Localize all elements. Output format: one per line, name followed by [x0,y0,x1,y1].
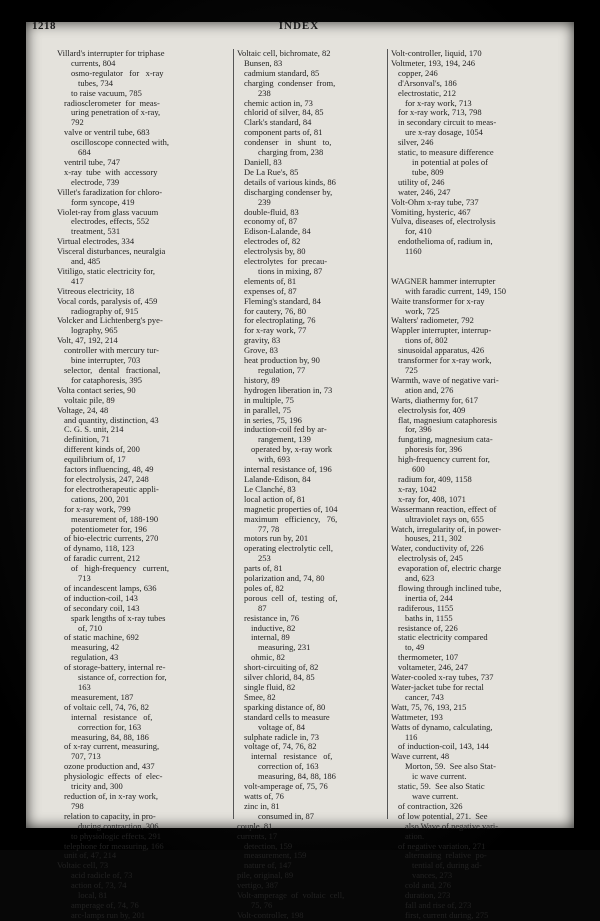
index-entry: alternating relative po- [405,850,487,861]
index-entry: Volt-controller, 198 [237,909,304,920]
index-entry: spark lengths of x-ray tubes [71,612,166,623]
index-entry: internal, 89 [251,632,290,643]
index-entry: different kinds of, 200 [64,444,140,455]
index-entry: Water-jacket tube for rectal [391,682,484,692]
index-entry: pile, original, 89 [237,870,294,881]
index-entry: Clark's standard, 84 [244,117,312,128]
index-entry: Vomiting, hysteric, 467 [391,206,471,217]
index-entry: ohmic, 82 [251,652,285,663]
index-spacer [391,257,569,267]
index-entry: heat production by, 90 [244,355,320,366]
index-entry: in multiple, 75 [244,394,294,405]
index-entry: internal resistance of, [71,711,153,722]
index-entry: electrodes of, 82 [244,236,301,247]
index-entry: electrolysis by, 80 [244,246,306,257]
index-entry: Voltmeter, 193, 194, 246 [391,57,476,68]
index-entry: component parts of, 81 [244,127,323,138]
index-entry: unit of, 47, 214 [64,850,117,861]
index-entry: silver, 246 [398,137,434,148]
index-entry: bine interrupter, 703 [71,355,141,366]
index-entry: of secondary coil, 143 [64,602,140,613]
index-entry: Villet's faradization for chloro- [57,186,163,197]
index-entry: 116 [405,731,418,742]
index-entry: static, to measure difference [398,147,494,158]
index-entry: 707, 713 [71,751,101,762]
index-entry: houses, 211, 302 [405,533,462,544]
index-entry: voltage of, 74, 76, 82 [244,741,317,752]
index-entry: electrodes, effects, 552 [71,216,150,227]
index-entry: short-circuiting of, 82 [244,662,319,673]
index-entry: transformer for x-ray work, [398,355,492,366]
index-entry: discharging condenser by, [244,186,333,197]
index-entry: for, 410 [405,226,432,237]
index-entry: charging condenser from, [244,77,336,88]
index-entry: relation to capacity, in pro- [64,810,156,821]
index-entry: condenser in shunt to, [244,137,332,148]
index-entry: of static machine, 692 [64,632,140,643]
index-entry: ation and, 276 [405,384,454,395]
index-entry: Daniell, 83 [244,156,282,167]
index-entry: endothelioma of, radium in, [398,236,493,247]
index-entry: for x-ray work, 799 [64,503,131,514]
index-entry: elements of, 81 [244,275,297,286]
index-entry: details of various kinds, 86 [244,176,336,187]
index-entry: and, 623 [405,573,435,584]
index-entry: correction of, 163 [258,761,319,772]
index-entry: high-frequency current for, [398,454,490,465]
index-entry: for electroplating, 76 [244,315,316,326]
index-entry: Wassermann reaction, effect of [391,503,497,514]
index-entry: osmo-regulator for x-ray [71,67,164,78]
index-entry: C. G. S. unit, 214 [64,424,124,435]
index-entry: cancer, 743 [405,691,444,702]
index-entry: for cataphoresis, 395 [71,374,143,385]
index-entry: reduction of, in x-ray work, [64,790,158,801]
column-divider [387,49,388,819]
index-entry: flat, magnesium cataphoresis [398,414,497,425]
index-entry: porous cell of, testing of, [244,592,338,603]
index-entry: first, current during, 275 [405,909,489,920]
index-entry: radiferous, 1155 [398,602,454,613]
index-entry: in series, 75, 196 [244,414,302,425]
index-entry: volt-amperage of, 75, 76 [244,781,328,792]
index-entry: 253 [258,553,271,564]
index-entry: equilibrium of, 17 [64,454,126,465]
index-entry: radiography of, 915 [71,305,139,316]
index-entry: x-ray tube with accessory [64,166,158,177]
index-entry: ultraviolet rays on, 655 [405,513,484,524]
index-entry: electrolysis of, 245 [398,553,463,564]
index-entry: watts of, 76 [244,790,284,801]
index-entry: local, 81 [78,890,108,901]
index-entry: measurement, 159 [244,850,307,861]
index-entry: action of, 73, 74 [71,880,127,891]
index-entry: of voltaic cell, 74, 76, 82 [64,701,149,712]
index-entry: parts of, 81 [244,563,283,574]
index-entry: ure x-ray dosage, 1054 [405,127,483,138]
index-entry: work, 725 [405,305,440,316]
index-entry: electrode, 739 [71,176,120,187]
index-entry: uring penetration of x-ray, [71,107,161,118]
index-entry: d'Arsonval's, 186 [398,77,457,88]
index-entry: Volcker and Lichtenberg's pye- [57,315,163,326]
index-entry: of low potential, 271. See [398,810,488,821]
index-entry: evaporation of, electric charge [398,563,502,574]
index-entry: Watt, 75, 76, 193, 215 [391,701,467,712]
page-header [32,20,566,34]
index-entry: thermometer, 107 [398,652,459,663]
index-entry: Warmth, wave of negative vari- [391,374,499,385]
index-entry: charging from, 238 [258,147,324,158]
index-entry: currents, 17 [237,830,278,841]
index-entry: Morton, 59. See also Stat- [405,761,496,772]
index-entry: Water-cooled x-ray tubes, 737 [391,672,494,683]
index-entry: 87 [258,602,267,613]
index-entry: measuring, 231 [258,642,311,653]
index-entry: 684 [78,147,91,158]
index-entry: Visceral disturbances, neuralgia [57,246,166,257]
index-entry: De La Rue's, 85 [244,166,299,177]
index-entry: Watts of dynamo, calculating, [391,721,493,732]
index-entry: Volt-controller, liquid, 170 [391,48,482,58]
index-entry: Voltage, 24, 48 [57,404,109,415]
index-entry: zinc in, 81 [244,800,280,811]
index-entry: inductive, 82 [251,622,296,633]
index-entry: internal resistance of, 196 [244,464,332,475]
index-entry: sparking distance of, 80 [244,701,326,712]
index-entry: Edison-Lalande, 84 [244,226,311,237]
index-entry: sulphate radicle in, 73 [244,731,320,742]
index-entry: wave current. [412,790,459,801]
index-entry: of dynamo, 118, 123 [64,543,135,554]
index-entry: voltage of, 84 [258,721,305,732]
index-entry: of high-frequency current, [71,563,169,574]
index-entry: of contraction, 326 [398,800,463,811]
index-entry: chlorid of silver, 84, 85 [244,107,324,118]
index-entry: 163 [78,682,91,692]
index-entry: maximum efficiency, 76, [244,513,338,524]
index-entry: voltaic pile, 89 [64,394,115,405]
index-entry: of storage-battery, internal re- [64,662,166,673]
index-entry: Voltaic cell, bichromate, 82 [237,48,331,58]
index-entry: Villard's interrupter for triphase [57,48,165,58]
index-entry: regulation, 77 [258,365,306,375]
index-entry: selector, dental fractional, [64,365,161,375]
index-entry: telephone for measuring, 166 [64,840,164,851]
index-entry: Vulva, diseases of, electrolysis [391,216,496,227]
index-entry: to raise vacuum, 785 [71,87,142,98]
index-entry: tube, 809 [412,166,444,177]
index-entry: of bio-electric currents, 270 [64,533,159,544]
index-entry: electrolysis for, 409 [398,404,466,415]
index-entry: potentiometer for, 196 [71,523,147,534]
index-entry: in parallel, 75 [244,404,291,415]
index-entry: Vitiligo, static electricity for, [57,265,156,276]
index-entry: duration, 273 [405,890,451,901]
index-entry: of incandescent lamps, 636 [64,582,157,593]
book-page [26,20,574,920]
index-entry: ozone production and, 437 [64,761,155,772]
index-entry: Volt-Ohm x-ray tube, 737 [391,196,479,207]
index-entry: induction-coil fed by ar- [244,424,327,435]
index-entry: sistance of, correction for, [78,672,167,683]
index-entry: Smee, 82 [244,691,276,702]
index-entry: measuring, 42 [71,642,120,653]
index-entry: 1160 [405,246,422,257]
index-entry: lography, 965 [71,325,118,336]
index-entry: vances, 273 [412,870,453,881]
index-entry: in secondary circuit to meas- [398,117,497,128]
index-entry: with faradic current, 149, 150 [405,285,507,296]
index-entry: local action of, 81 [244,493,306,504]
index-entry: 792 [71,117,84,128]
index-entry: measuring, 84, 88, 186 [258,771,336,782]
index-entry: couple, 81 [237,820,273,831]
index-entry: and, 485 [71,256,101,267]
index-entry: valve or ventril tube, 683 [64,127,150,138]
index-entry: Fleming's standard, 84 [244,295,321,306]
index-entry: tions in mixing, 87 [258,265,323,276]
index-entry: measurement, 187 [71,691,134,702]
index-entry: also Wave of negative vari- [405,820,499,831]
index-entry: poles of, 82 [244,582,284,593]
index-entry: Water, conductivity of, 226 [391,543,484,554]
index-entry: Vitreous electricity, 18 [57,285,135,296]
index-entry: 77, 78 [258,523,280,534]
index-entry: tential of, during ad- [412,860,482,871]
index-entry: water, 246, 247 [398,186,451,197]
index-entry: flowing through inclined tube, [398,582,502,593]
index-entry: measuring, 84, 88, 186 [71,731,149,742]
index-entry: phoresis for, 396 [405,444,463,455]
index-entry: for, 396 [405,424,432,435]
index-entry: Vocal cords, paralysis of, 459 [57,295,158,306]
index-column-1 [57,48,253,920]
index-entry: ic wave current. [412,771,467,782]
index-entry: to, 49 [405,642,425,653]
index-entry: Le Clanché, 83 [244,483,296,494]
index-entry: 239 [258,196,271,207]
index-entry: 798 [71,800,84,811]
index-entry: controller with mercury tur- [64,345,159,356]
index-entry: for electrotherapeutic appli- [64,483,159,494]
index-entry: for x-ray work, 77 [244,325,307,336]
index-entry: cadmium standard, 85 [244,67,320,78]
index-entry: of, 710 [78,622,103,633]
index-entry: Wappler interrupter, interrup- [391,325,492,336]
index-entry: internal resistance of, [251,751,333,762]
index-entry: resistance of, 226 [398,622,458,633]
index-entry: polarization and, 74, 80 [244,573,325,584]
index-entry: economy of, 87 [244,216,298,227]
index-entry: measurement of, 188-190 [71,513,159,524]
index-entry: arc-lamps run by, 201 [71,909,146,920]
index-entry: Voltaic cell, 73 [57,860,109,871]
index-entry: of induction-coil, 143, 144 [398,741,489,752]
index-entry: detection, 159 [244,840,293,851]
page-title: INDEX [278,20,320,32]
index-entry: Virtual electrodes, 334 [57,236,135,247]
index-entry: Wave current, 48 [391,751,450,762]
index-entry: of faradic current, 212 [64,553,140,564]
index-entry: factors influencing, 48, 49 [64,464,154,475]
index-entry: history, 89 [244,374,280,385]
index-entry: for cautery, 76, 80 [244,305,306,316]
index-entry: nature of, 147 [244,860,292,871]
index-column-3 [391,48,569,920]
index-entry: Waite transformer for x-ray [391,295,485,306]
index-entry: tubes, 734 [78,77,113,88]
index-entry: chemic action in, 73 [244,97,313,108]
index-entry: 725 [405,365,418,375]
index-entry: Walters' radiometer, 792 [391,315,474,326]
index-entry: ducing contraction, 306 [78,820,159,831]
index-entry: radiosclerometer for meas- [64,97,160,108]
index-entry: electrolytes for precau- [244,256,328,267]
index-entry: 238 [258,87,271,98]
index-entry: for x-ray work, 713, 798 [398,107,482,118]
index-entry: physiologic effects of elec- [64,771,163,782]
index-entry: expenses of, 87 [244,285,297,296]
index-entry: Bunsen, 83 [244,57,283,68]
index-entry: double-fluid, 83 [244,206,299,217]
index-entry: in potential at poles of [412,156,489,167]
index-entry: for electrolysis, 247, 248 [64,473,149,484]
index-entry: Violet-ray from glass vacuum [57,206,159,217]
index-entry: Warts, diathermy for, 617 [391,394,479,405]
page-number: 1218 [32,20,56,32]
index-entry: amperage of, 74, 76 [71,899,139,910]
index-entry: with, 693 [258,454,291,465]
index-entry: for x-ray work, 713 [405,97,472,108]
index-entry: definition, 71 [64,434,110,445]
index-entry: single fluid, 82 [244,682,296,692]
index-entry: consumed in, 87 [258,810,314,821]
index-entry: oscilloscope connected with, [71,137,169,148]
index-entry: x-ray, 1042 [398,483,437,494]
index-entry: correction for, 163 [78,721,142,732]
index-entry: copper, 246 [398,67,438,78]
index-entry: static, 59. See also Static [398,781,485,792]
index-entry: and quantity, distinction, 43 [64,414,159,425]
index-entry: Watch, irregularity of, in power- [391,523,502,534]
index-entry: Wattmeter, 193 [391,711,443,722]
index-entry: ventril tube, 747 [64,156,120,167]
index-entry: vertigo, 387 [237,880,279,891]
index-entry: magnetic properties of, 104 [244,503,338,514]
index-entry: utility of, 246 [398,176,445,187]
index-entry: operating electrolytic cell, [244,543,333,554]
index-entry: 417 [71,275,84,286]
index-entry: Grove, 83 [244,345,278,356]
index-entry: voltameter, 246, 247 [398,662,469,673]
index-entry: sinusoidal apparatus, 426 [398,345,485,356]
index-entry: to physiologic effects, 291 [71,830,162,841]
index-entry: ation. [405,830,425,841]
index-entry: resistance in, 76 [244,612,299,623]
index-entry: of x-ray current, measuring, [64,741,160,752]
index-entry: 713 [78,573,91,584]
index-entry: cations, 200, 201 [71,493,130,504]
index-entry: regulation, 43 [71,652,119,663]
index-entry: form syncope, 419 [71,196,135,207]
index-entry: Lalande-Edison, 84 [244,473,311,484]
index-entry: of induction-coil, 143 [64,592,138,603]
index-entry: operated by, x-ray work [251,444,333,455]
index-entry: of negative variation, 271 [398,840,486,851]
index-entry: gravity, 83 [244,335,281,346]
index-entry: hydrogen liberation in, 73 [244,384,333,395]
index-entry: currents, 804 [71,57,116,68]
index-entry: 75, 76 [251,899,273,910]
index-entry: fall and rise of, 273 [405,899,472,910]
index-entry: inertia of, 244 [405,592,453,603]
index-entry: Volt-amperage of voltaic cell, [237,890,345,901]
index-entry: x-ray for, 408, 1071 [398,493,466,504]
index-entry: tions of, 802 [405,335,448,346]
index-entry: standard cells to measure [244,711,330,722]
index-entry: motors run by, 201 [244,533,309,544]
index-entry: Volt, 47, 192, 214 [57,335,118,346]
index-entry: fungating, magnesium cata- [398,434,493,445]
index-entry: 600 [412,464,425,475]
index-column-2 [237,48,383,920]
index-entry: treatment, 531 [71,226,121,237]
index-entry: radium for, 409, 1158 [398,473,472,484]
index-entry: cold and, 276 [405,880,452,891]
index-entry: baths in, 1155 [405,612,453,623]
index-entry: silver chlorid, 84, 85 [244,672,315,683]
index-entry: tricity and, 300 [71,781,123,792]
index-entry: Volta contact series, 90 [57,384,136,395]
index-entry: WAGNER hammer interrupter [391,275,496,286]
index-entry: static electricity compared [398,632,488,643]
index-entry: acid radicle of, 73 [71,870,133,881]
index-entry: rangement, 139 [258,434,311,445]
index-entry: electrostatic, 212 [398,87,457,98]
